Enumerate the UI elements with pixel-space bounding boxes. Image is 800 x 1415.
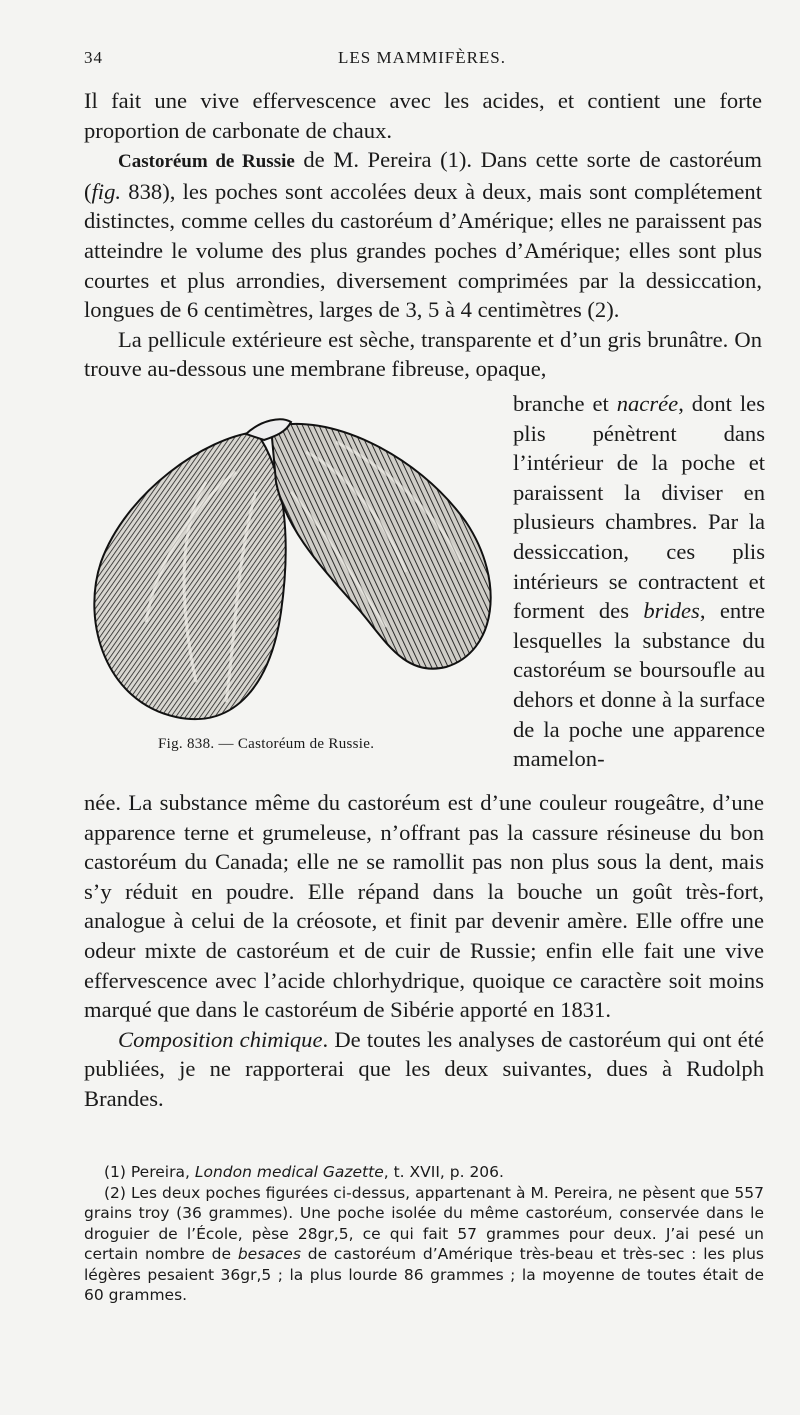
wrap-text-b: , dont les plis pénètrent dans l’intérieur de la poche et paraissent la diviser en plusieurs chambres. Par la dessiccation, ces plis intérieurs se contractent et forment des bbox=[513, 391, 765, 624]
term-brides: brides bbox=[643, 598, 700, 624]
footnotes bbox=[84, 1162, 764, 1306]
footnote-1 bbox=[84, 1162, 764, 1183]
wrap-text-a: branche et bbox=[513, 391, 617, 416]
term-nacree: nacrée bbox=[616, 391, 679, 416]
section-heading-castoreum-russie: Castoréum de Russie bbox=[118, 151, 295, 173]
footnote-1-journal: London medical Gazette bbox=[194, 1163, 384, 1181]
footnote-2-term: besaces bbox=[237, 1245, 301, 1263]
footnote-1-text: (1) Pereira, bbox=[104, 1163, 195, 1181]
wrapped-paragraph bbox=[513, 389, 765, 774]
paragraph-2 bbox=[84, 145, 762, 325]
wrapped-text-column bbox=[513, 389, 765, 774]
paragraph-1: Il fait une vive effervescence avec les acides, et contient une forte proportion de carbonate de chaux. bbox=[84, 88, 762, 143]
castoreum-illustration bbox=[86, 412, 506, 732]
paragraph-2-text: de M. Pereira (1). Dans cette sorte de castoréum ( bbox=[84, 147, 762, 204]
main-text-lower bbox=[84, 788, 764, 1114]
main-text-upper bbox=[84, 86, 762, 384]
footnote-2-text-cont: de castoréum d’Amérique très-beau et très-sec : les plus légères pesaient 36gr,5 ; la plus lourde 86 grammes ; la moyenne de toutes était de 60 grammes. bbox=[84, 1245, 764, 1304]
paragraph-2-text-cont: 838), les poches sont accolées deux à deux, mais sont complétement distinctes, comme celles du castoréum d’Amérique; elles ne paraissent pas atteindre le volume des plus grandes poches d’Amérique; elles sont plus courtes et plus arrondies, diversement comprimées par la dessiccation, longues de 6 centimètres, larges de 3, 5 à 4 centimètres (2). bbox=[84, 178, 762, 323]
wrap-text-c: , entre lesquelles la substance du castoréum se boursoufle au dehors et donne à la surface de la poche une apparence mamelon- bbox=[513, 598, 766, 772]
footnote-2 bbox=[84, 1183, 764, 1306]
footnote-1-ref: , t. XVII, p. 206. bbox=[383, 1163, 504, 1181]
paragraph-4: née. La substance même du castoréum est d’une couleur rougeâtre, d’une apparence terne et grumeleuse, n’offrant pas la cassure résineuse du bon castoréum du Canada; elle ne se ramollit pas non plus sous la dent, mais s’y réduit en poudre. Elle répand dans la bouche un goût très-fort, analogue à celui de la créosote, et finit par devenir amère. Elle offre une odeur mixte de castoréum et de cuir de Russie; enfin elle fait une vive effervescence avec l’acide chlorhydrique, quoique ce caractère soit moins marqué que dans le castoréum de Sibérie apporté en 1831. bbox=[84, 790, 764, 1023]
page-number: 34 bbox=[84, 48, 103, 67]
running-title: LES MAMMIFÈRES. bbox=[337, 48, 507, 67]
paragraph-3: La pellicule extérieure est sèche, transparente et d’un gris brunâtre. On trouve au-dessous une membrane fibreuse, opaque, bbox=[84, 326, 762, 382]
figure-caption: Fig. 838. — Castoréum de Russie. bbox=[158, 736, 375, 752]
running-header bbox=[84, 48, 760, 78]
fig-reference: fig. bbox=[91, 178, 122, 204]
figure-838 bbox=[86, 412, 506, 767]
footnote-2-text: (2) Les deux poches figurées ci-dessus, appartenant à M. Pereira, ne pèsent que 557 grains troy (36 grammes). Une poche isolée du même castoréum, conservée dans le droguier de l’École, pèse 28gr,5, ce qui fait 57 grammes pour deux. J’ai pesé un certain nombre de bbox=[84, 1183, 764, 1263]
paragraph-composition bbox=[84, 1025, 764, 1114]
heading-composition-chimique: Composition chimique bbox=[118, 1026, 323, 1052]
composition-text: . De toutes les analyses de castoréum qui ont été publiées, je ne rapporterai que les deux suivantes, dues à Rudolph Brandes. bbox=[84, 1026, 764, 1111]
